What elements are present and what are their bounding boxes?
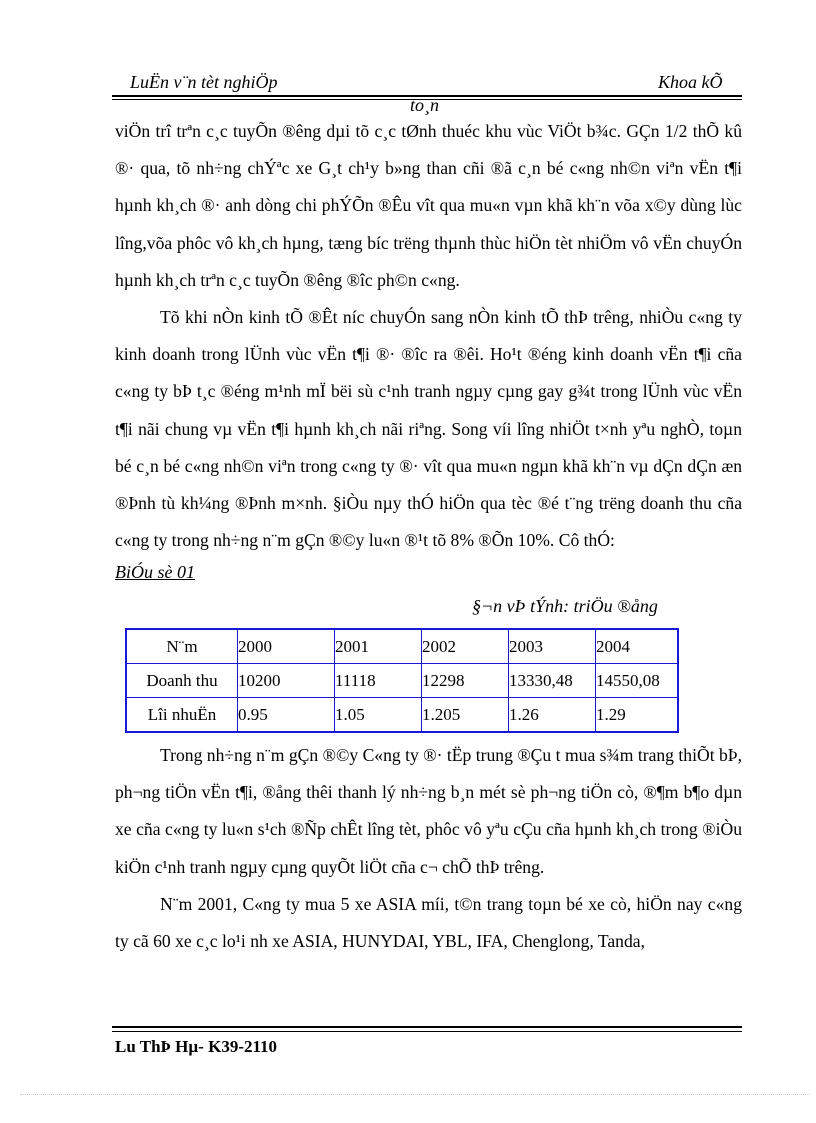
table-cell: 0.95: [238, 698, 335, 733]
table-cell: 1.05: [335, 698, 422, 733]
table-row: [126, 698, 678, 733]
table-cell: 14550,08: [596, 664, 679, 698]
page-edge-dotted-line: [20, 1094, 810, 1095]
footer-rule-bottom: [112, 1031, 742, 1032]
table-cell: 1.26: [509, 698, 596, 733]
body-text-bottom: [115, 737, 742, 960]
table-cell: 1.29: [596, 698, 679, 733]
footer-rule-top: [112, 1026, 742, 1028]
header-right-title: Khoa kÕ: [658, 72, 723, 92]
table-cell: 13330,48: [509, 664, 596, 698]
table-header-cell: 2000: [238, 629, 335, 664]
paragraph-3: Trong nh÷ng n¨m gÇn ®©y C«ng ty ®· tËp trung ®Çu t mua s¾m trang thiÕt bÞ, ph¬ng tiÖn vËn t¶i, ®ång thêi thanh lý nh÷ng b¸n mét sè ph¬ng tiÖn cò, ®¶m b¶o dµn xe cña c«ng ty lu«n s¹ch ®Ñp chÊt lîng tèt, phôc vô yªu cÇu cña hµnh kh¸ch trong ®iÒu kiÖn c¹nh tranh ngµy cµng quyÕt liÖt cña c¬ chÕ thÞ trêng.: [115, 745, 742, 877]
table-header-cell: 2003: [509, 629, 596, 664]
paragraph-1: viÖn trî trªn c¸c tuyÕn ®êng dµi tõ c¸c tØnh thuéc khu vùc ViÖt b¾c. GÇn 1/2 thÕ kû ®· qua, tõ nh÷ng chÝªc xe G¸t ch¹y b»ng than cñi ®ã c¸n bé c«ng nh©n viªn vËn t¶i hµnh kh¸ch ®· anh dòng chi phÝÕn ®Êu vît qua mu«n vµn khã kh¨n võa x©y dùng lùc lîng,võa phôc vô kh¸ch hµng, tæng bíc trëng thµnh thùc hiÖn tèt nhiÖm vô vËn chuyÓn hµnh kh¸ch trªn c¸c tuyÕn ®êng ®îc ph©n c«ng.: [115, 121, 742, 290]
table-cell: 11118: [335, 664, 422, 698]
table-row: [126, 664, 678, 698]
table-cell: 1.205: [422, 698, 509, 733]
unit-label: §¬n vÞ tÝnh: triÖu ®ång: [472, 596, 658, 616]
header-continuation: to¸n: [410, 95, 439, 115]
paragraph-2: Tõ khi nÒn kinh tÕ ®Êt níc chuyÓn sang nÒn kinh tÕ thÞ trêng, nhiÒu c«ng ty kinh doanh trong lÜnh vùc vËn t¶i ®· ®îc ra ®êi. Ho¹t ®éng kinh doanh vËn t¶i cña c«ng ty bÞ t¸c ®éng m¹nh mÏ bëi sù c¹nh tranh ngµy cµng gay g¾t trong lÜnh vùc vËn t¶i nãi chung vµ vËn t¶i hµnh kh¸ch nãi riªng. Song víi lîng nhiÖt t×nh yªu nghÒ, toµn bé c¸n bé c«ng nh©n viªn trong c«ng ty ®· vît qua mu«n ngµn khã kh¨n vµ dÇn dÇn æn ®Þnh tù kh¼ng ®Þnh m×nh. §iÒu nµy thÓ hiÖn qua tèc ®é t¨ng trëng doanh thu cña c«ng ty trong nh÷ng n¨m gÇn ®©y lu«n ®¹t tõ 8% ®Õn 10%. Cô thÓ:: [115, 307, 742, 551]
header-left-title: LuËn v¨n tèt nghiÖp: [130, 72, 278, 92]
body-text-top: [115, 113, 742, 559]
table-header-cell: 2001: [335, 629, 422, 664]
table-header-cell: 2002: [422, 629, 509, 664]
footer-author: Lu ThÞ Hµ- K39-2110: [115, 1037, 278, 1056]
paragraph-4: N¨m 2001, C«ng ty mua 5 xe ASIA míi, t©n trang toµn bé xe cò, hiÖn nay c«ng ty cã 60 xe c¸c lo¹i nh xe ASIA, HUNYDAI, YBL, IFA, Chenglong, Tanda,: [115, 893, 742, 952]
chart-label: BiÓu sè 01: [115, 562, 195, 582]
revenue-profit-table: [125, 628, 679, 733]
table-cell: 12298: [422, 664, 509, 698]
table-header-row: [126, 629, 678, 664]
table-cell: 10200: [238, 664, 335, 698]
table-header-label: N¨m: [126, 629, 238, 664]
table-row-label: Lîi nhuËn: [126, 698, 238, 733]
table-header-cell: 2004: [596, 629, 679, 664]
table-row-label: Doanh thu: [126, 664, 238, 698]
